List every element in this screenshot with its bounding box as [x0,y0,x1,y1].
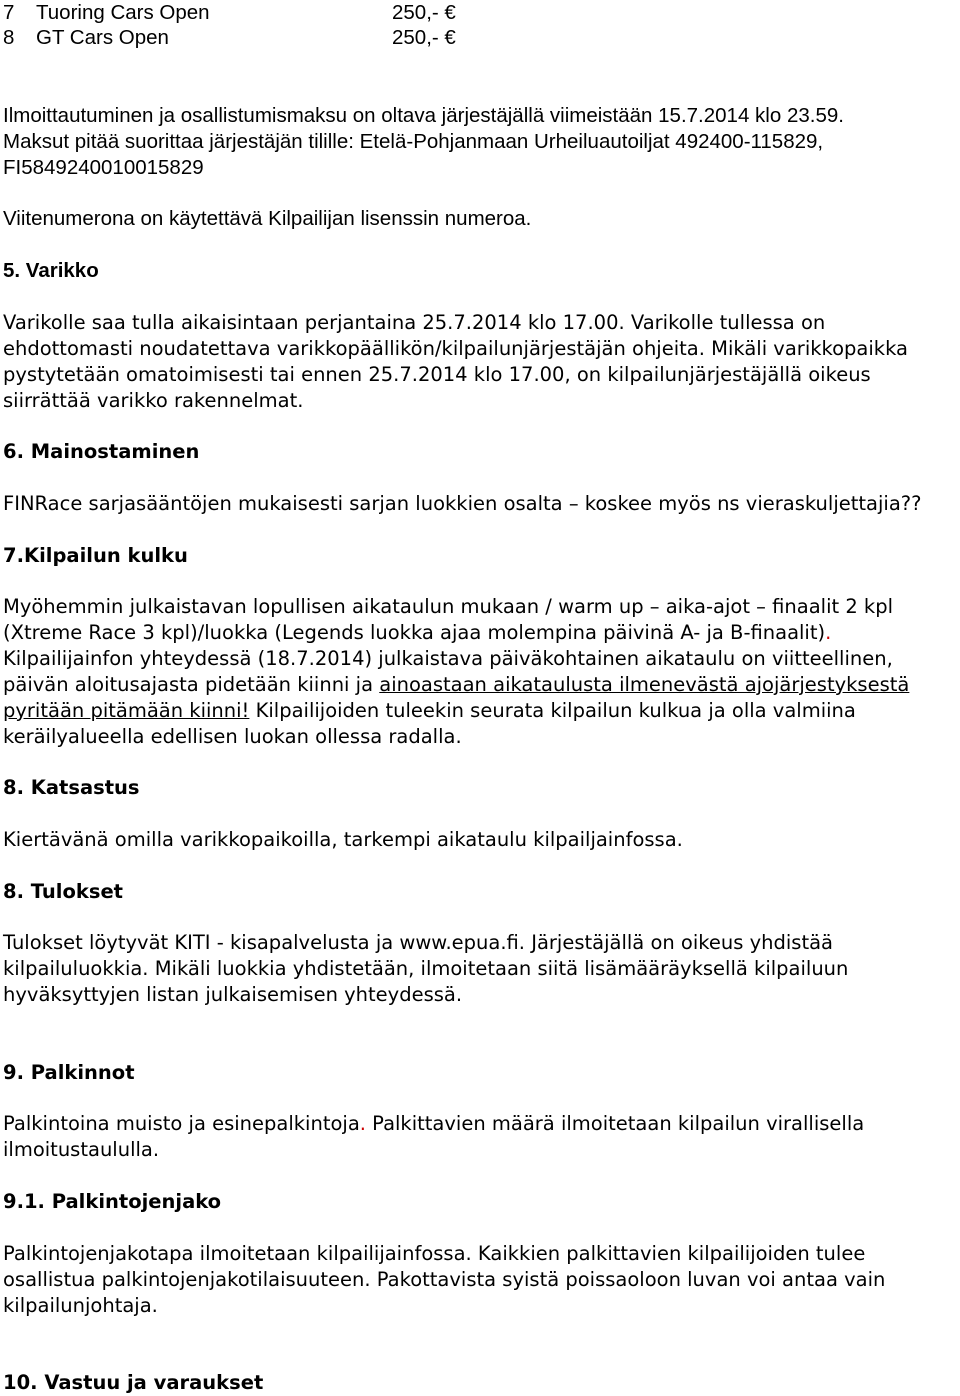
section-title-katsastus: 8. Katsastus [3,776,140,799]
paragraph-line: pystytetään omatoimisesti tai ennen 25.7.2014 klo 17.00, on kilpailunjärjestäjällä oikeus [3,363,871,386]
paragraph-line [3,672,909,698]
section-title-kilpailun-kulku: 7.Kilpailun kulku [3,544,188,567]
paragraph-line: ehdottomasti noudatettava varikkopäällikön/kilpailunjärjestäjän ohjeita. Mikäli varikkopaikka [3,337,908,360]
section-title-mainostaminen: 6. Mainostaminen [3,440,200,463]
paragraph-line: FINRace sarjasääntöjen mukaisesti sarjan luokkien osalta – koskee myös ns vieraskuljettajia?? [3,492,922,515]
payment-iban: FI5849240010015829 [3,156,204,179]
paragraph-text: (Xtreme Race 3 kpl)/luokka (Legends luokka ajaa molempina päivinä A- ja B-finaalit) [3,621,826,644]
paragraph-line [3,620,831,646]
paragraph-text: päivän aloitusajasta pidetään kiinni ja [3,673,380,696]
section-title-palkintojenjako: 9.1. Palkintojenjako [3,1190,222,1213]
price-row-amount: 250,- € [392,26,456,49]
underlined-text: ainoastaan aikataulusta ilmenevästä ajojärjestyksestä [379,673,910,696]
paragraph-line [3,698,856,724]
paragraph-text: Palkittavien määrä ilmoitetaan kilpailun virallisella [365,1112,865,1135]
paragraph-line: Kilpailijainfon yhteydessä (18.7.2014) julkaistava päiväkohtainen aikataulu on viitteellinen, [3,647,893,670]
paragraph-line: kilpailunjohtaja. [3,1294,158,1317]
reference-note: Viitenumerona on käytettävä Kilpailijan lisenssin numeroa. [3,207,532,230]
paragraph-line: osallistua palkintojenjakotilaisuuteen. Pakottavista syistä poissaoloon luvan voi antaa vain [3,1268,886,1291]
price-row [3,25,603,51]
underlined-text: pyritään pitämään kiinni! [3,699,250,722]
paragraph-line: hyväksyttyjen listan julkaisemisen yhteydessä. [3,983,463,1006]
price-row-class: GT Cars Open [36,26,169,49]
paragraph-line: Varikolle saa tulla aikaisintaan perjantaina 25.7.2014 klo 17.00. Varikolle tullessa on [3,311,826,334]
paragraph-line: Palkintojenjakotapa ilmoitetaan kilpailijainfossa. Kaikkien palkittavien kilpailijoiden tulee [3,1242,866,1265]
paragraph-line: keräilyalueella edellisen luokan ollessa radalla. [3,725,462,748]
price-row-class: Tuoring Cars Open [36,1,210,24]
paragraph-line: kilpailuluokkia. Mikäli luokkia yhdistetään, ilmoitetaan siitä lisämääräyksellä kilpailuun [3,957,849,980]
registration-deadline: Ilmoittautuminen ja osallistumismaksu on oltava järjestäjällä viimeistään 15.7.2014 klo 23.59. [3,104,844,127]
paragraph-text: . [359,1112,366,1135]
paragraph-text: Palkintoina muisto ja esinepalkintoja [3,1112,360,1135]
section-title-vastuu: 10. Vastuu ja varaukset [3,1371,264,1394]
price-row-number: 8 [3,26,15,49]
paragraph-line: Kiertävänä omilla varikkopaikoilla, tarkempi aikataulu kilpailjainfossa. [3,828,683,851]
paragraph-text: . [825,621,832,644]
price-row-amount: 250,- € [392,1,456,24]
payment-account: Maksut pitää suorittaa järjestäjän tilille: Etelä-Pohjanmaan Urheiluautoiljat 492400-115829, [3,130,824,153]
price-row-number: 7 [3,1,15,24]
section-title-tulokset: 8. Tulokset [3,880,124,903]
price-row [3,0,603,26]
paragraph-text: Kilpailijoiden tuleekin seurata kilpailun kulkua ja olla valmiina [249,699,856,722]
paragraph-line: Tulokset löytyvät KITI - kisapalvelusta ja www.epua.fi. Järjestäjällä on oikeus yhdistää [3,931,833,954]
paragraph-line: ilmoitustaululla. [3,1138,160,1161]
paragraph-line: Myöhemmin julkaistavan lopullisen aikataulun mukaan / warm up – aika-ajot – finaalit 2 kpl [3,595,894,618]
paragraph-line: siirrättää varikko rakennelmat. [3,389,304,412]
section-title-varikko: 5. Varikko [3,259,99,282]
section-title-palkinnot: 9. Palkinnot [3,1061,135,1084]
paragraph-line [3,1111,864,1137]
